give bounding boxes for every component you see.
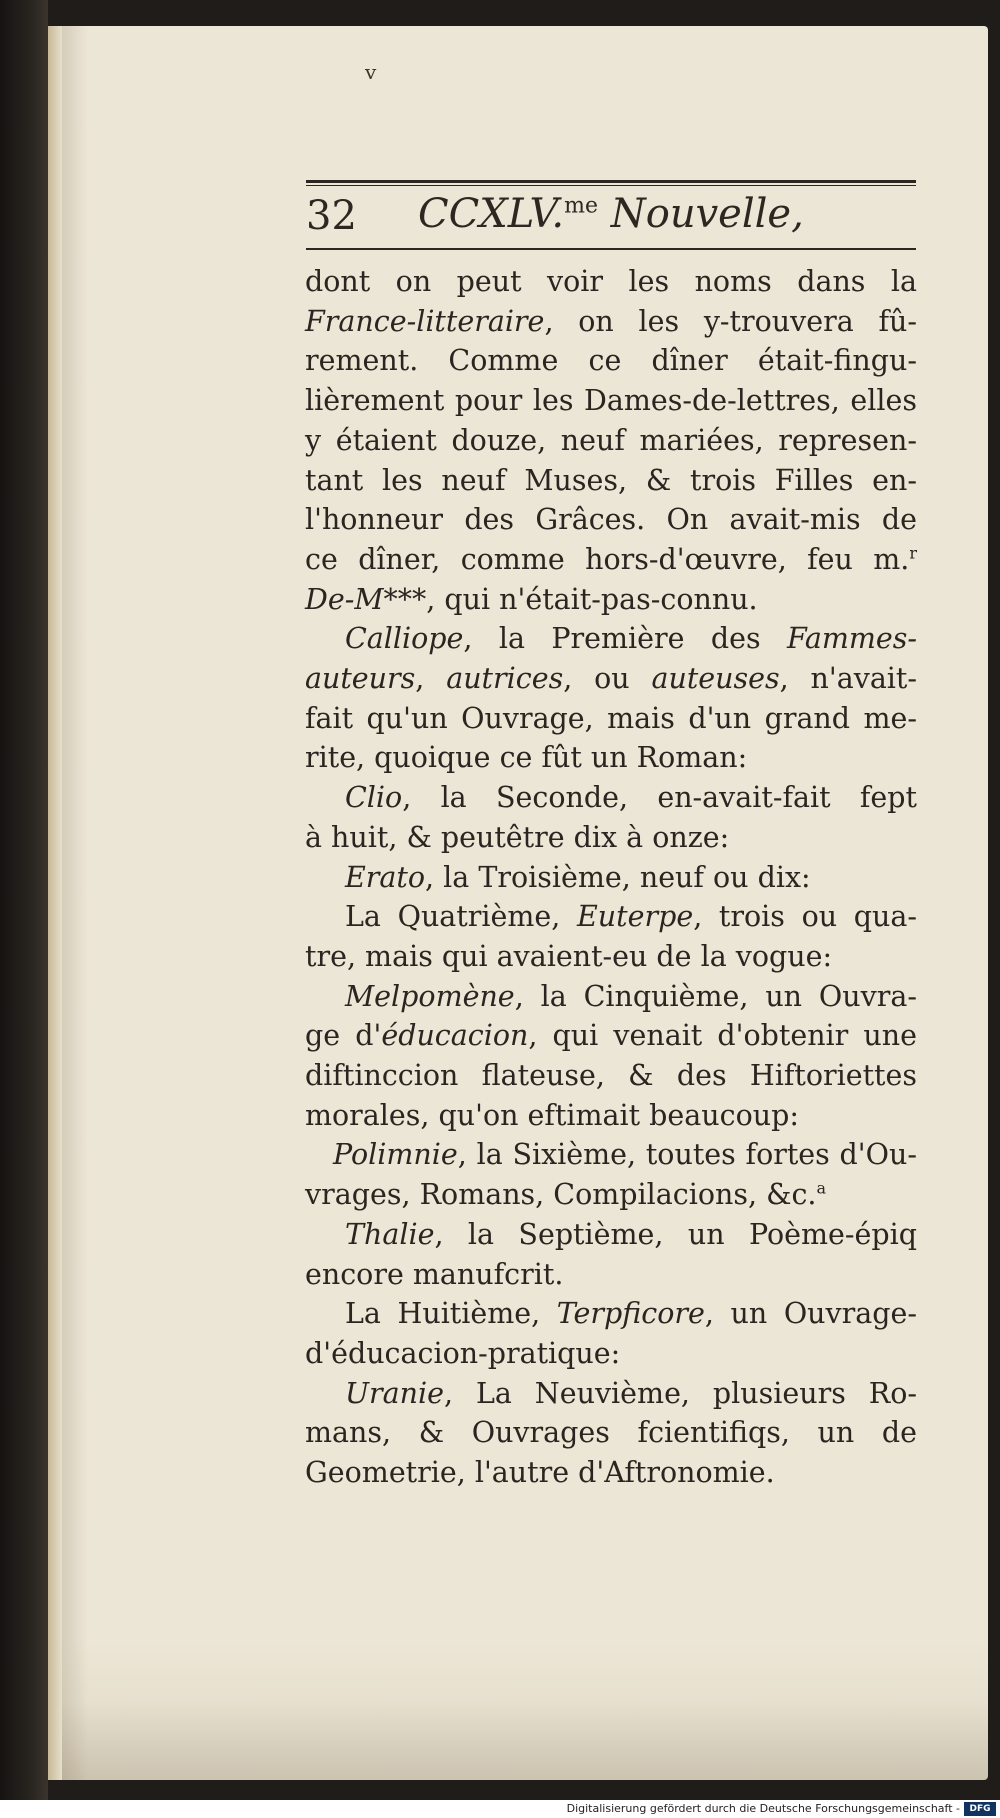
- text-span: , on les y-trouvera fû-: [544, 304, 917, 338]
- italic-text: Thalie: [345, 1217, 435, 1251]
- text-span: , qui venait d'obtenir une: [528, 1019, 917, 1053]
- text-span: , un Ouvrage-: [704, 1297, 917, 1331]
- text-span: , La Neuvième, plusieurs Ro-: [443, 1376, 917, 1410]
- page-header: [306, 180, 916, 260]
- ink-speck: v: [365, 60, 377, 84]
- text-line: [305, 858, 917, 898]
- text-line: rement. Comme ce dîner était-fingu-: [305, 344, 917, 378]
- text-line: [305, 619, 917, 659]
- text-span: La Huitième,: [345, 1297, 557, 1331]
- superscript: r: [909, 543, 917, 563]
- italic-text: Euterpe: [576, 900, 694, 934]
- text-line: d'éducacion-pratique:: [305, 1336, 621, 1370]
- italic-text: auteurs: [305, 662, 416, 696]
- text-line: dont on peut voir les noms dans la: [305, 265, 917, 298]
- digitization-footer: [0, 1800, 1000, 1818]
- header-rule-top: [306, 180, 916, 183]
- header-rule-bottom: [306, 248, 916, 250]
- page-shadow: [62, 1700, 988, 1780]
- text-span: , la Première des: [463, 622, 787, 656]
- text-line: [305, 1215, 917, 1255]
- text-line: [305, 659, 917, 699]
- text-line: rite, quoique ce fût un Roman:: [305, 741, 748, 775]
- text-line: [305, 778, 917, 818]
- italic-text: Uranie: [345, 1376, 444, 1410]
- text-span: , qui n'était-pas-connu.: [426, 582, 758, 616]
- running-head-roman: CCXLV.: [418, 191, 565, 237]
- text-span: , n'avait-: [779, 662, 918, 696]
- text-line: encore manufcrit.: [305, 1257, 564, 1291]
- italic-text: Fammes-: [786, 622, 917, 656]
- running-head-word: Nouvelle,: [610, 191, 804, 237]
- italic-text: Erato: [345, 860, 426, 894]
- text-span: , la Seconde, en-avait-fait fept: [402, 781, 917, 815]
- text-span: ce dîner, comme hors-d'œuvre, feu m.: [305, 542, 910, 576]
- running-head-superscript: me: [564, 193, 599, 219]
- footnote-marker: a: [816, 1178, 827, 1198]
- text-line: morales, qu'on eftimait beaucoup:: [305, 1098, 799, 1132]
- text-span: , la Troisième, neuf ou dix:: [425, 860, 811, 894]
- text-line: à huit, & peutêtre dix à onze:: [305, 820, 730, 854]
- text-span: , ou: [563, 662, 652, 696]
- text-line: [305, 540, 917, 580]
- italic-text: France-litteraire: [305, 304, 545, 338]
- text-line: [305, 1175, 917, 1215]
- text-line: tre, mais qui avaient-eu de la vogue:: [305, 939, 833, 973]
- page-number: 32: [306, 193, 357, 239]
- text-span: , trois ou qua-: [693, 900, 917, 934]
- italic-text: Terpficore: [556, 1297, 705, 1331]
- text-line: y étaient douze, neuf mariées, represen-: [305, 423, 917, 457]
- page-body-text: [305, 262, 917, 1493]
- dfg-logo: DFG: [964, 1802, 996, 1816]
- text-line: [305, 1294, 917, 1334]
- text-span: La Quatrième,: [345, 900, 577, 934]
- text-line: tant les neuf Muses, & trois Filles en-: [305, 463, 917, 497]
- text-line: [305, 977, 917, 1017]
- italic-text: De-M***: [305, 582, 427, 616]
- header-rule-top-thin: [306, 185, 916, 186]
- italic-text: Clio: [345, 781, 403, 815]
- running-head: [418, 190, 804, 238]
- italic-text: auteuses: [651, 662, 780, 696]
- italic-text: Polimnie: [333, 1138, 458, 1172]
- text-line: lièrement pour les Dames-de-lettres, elles: [305, 384, 917, 418]
- italic-text: Calliope: [345, 622, 464, 656]
- italic-text: éducacion: [381, 1019, 529, 1053]
- text-span: , la Septième, un Poème-épiq: [434, 1217, 917, 1251]
- text-span: , la Sixième, toutes fortes d'Ou-: [457, 1138, 917, 1172]
- italic-text: Melpomène: [345, 979, 515, 1013]
- text-span: ge d': [305, 1019, 382, 1053]
- text-span: vrages, Romans, Compilacions, &c.: [305, 1178, 817, 1212]
- text-line: [305, 897, 917, 937]
- italic-text: autrices: [446, 662, 564, 696]
- text-line: [305, 580, 917, 620]
- text-line: [305, 1374, 917, 1414]
- text-span: ,: [415, 662, 447, 696]
- text-line: fait qu'un Ouvrage, mais d'un grand me-: [305, 701, 917, 735]
- text-line: diftinccion flateuse, & des Hiftoriettes: [305, 1059, 917, 1093]
- funding-credit: Digitalisierung gefördert durch die Deutsche Forschungsgemeinschaft -: [566, 1802, 960, 1815]
- text-line: [305, 302, 917, 342]
- text-line: l'honneur des Grâces. On avait-mis de: [305, 503, 917, 537]
- book-spine: [0, 0, 48, 1800]
- text-span: , la Cinquième, un Ouvra-: [514, 979, 917, 1013]
- text-line: [305, 1016, 917, 1056]
- text-line: [305, 1135, 917, 1175]
- text-line: Geometrie, l'autre d'Aftronomie.: [305, 1456, 775, 1490]
- page-edge: [48, 26, 62, 1780]
- text-line: mans, & Ouvrages fcientifiqs, un de: [305, 1416, 917, 1450]
